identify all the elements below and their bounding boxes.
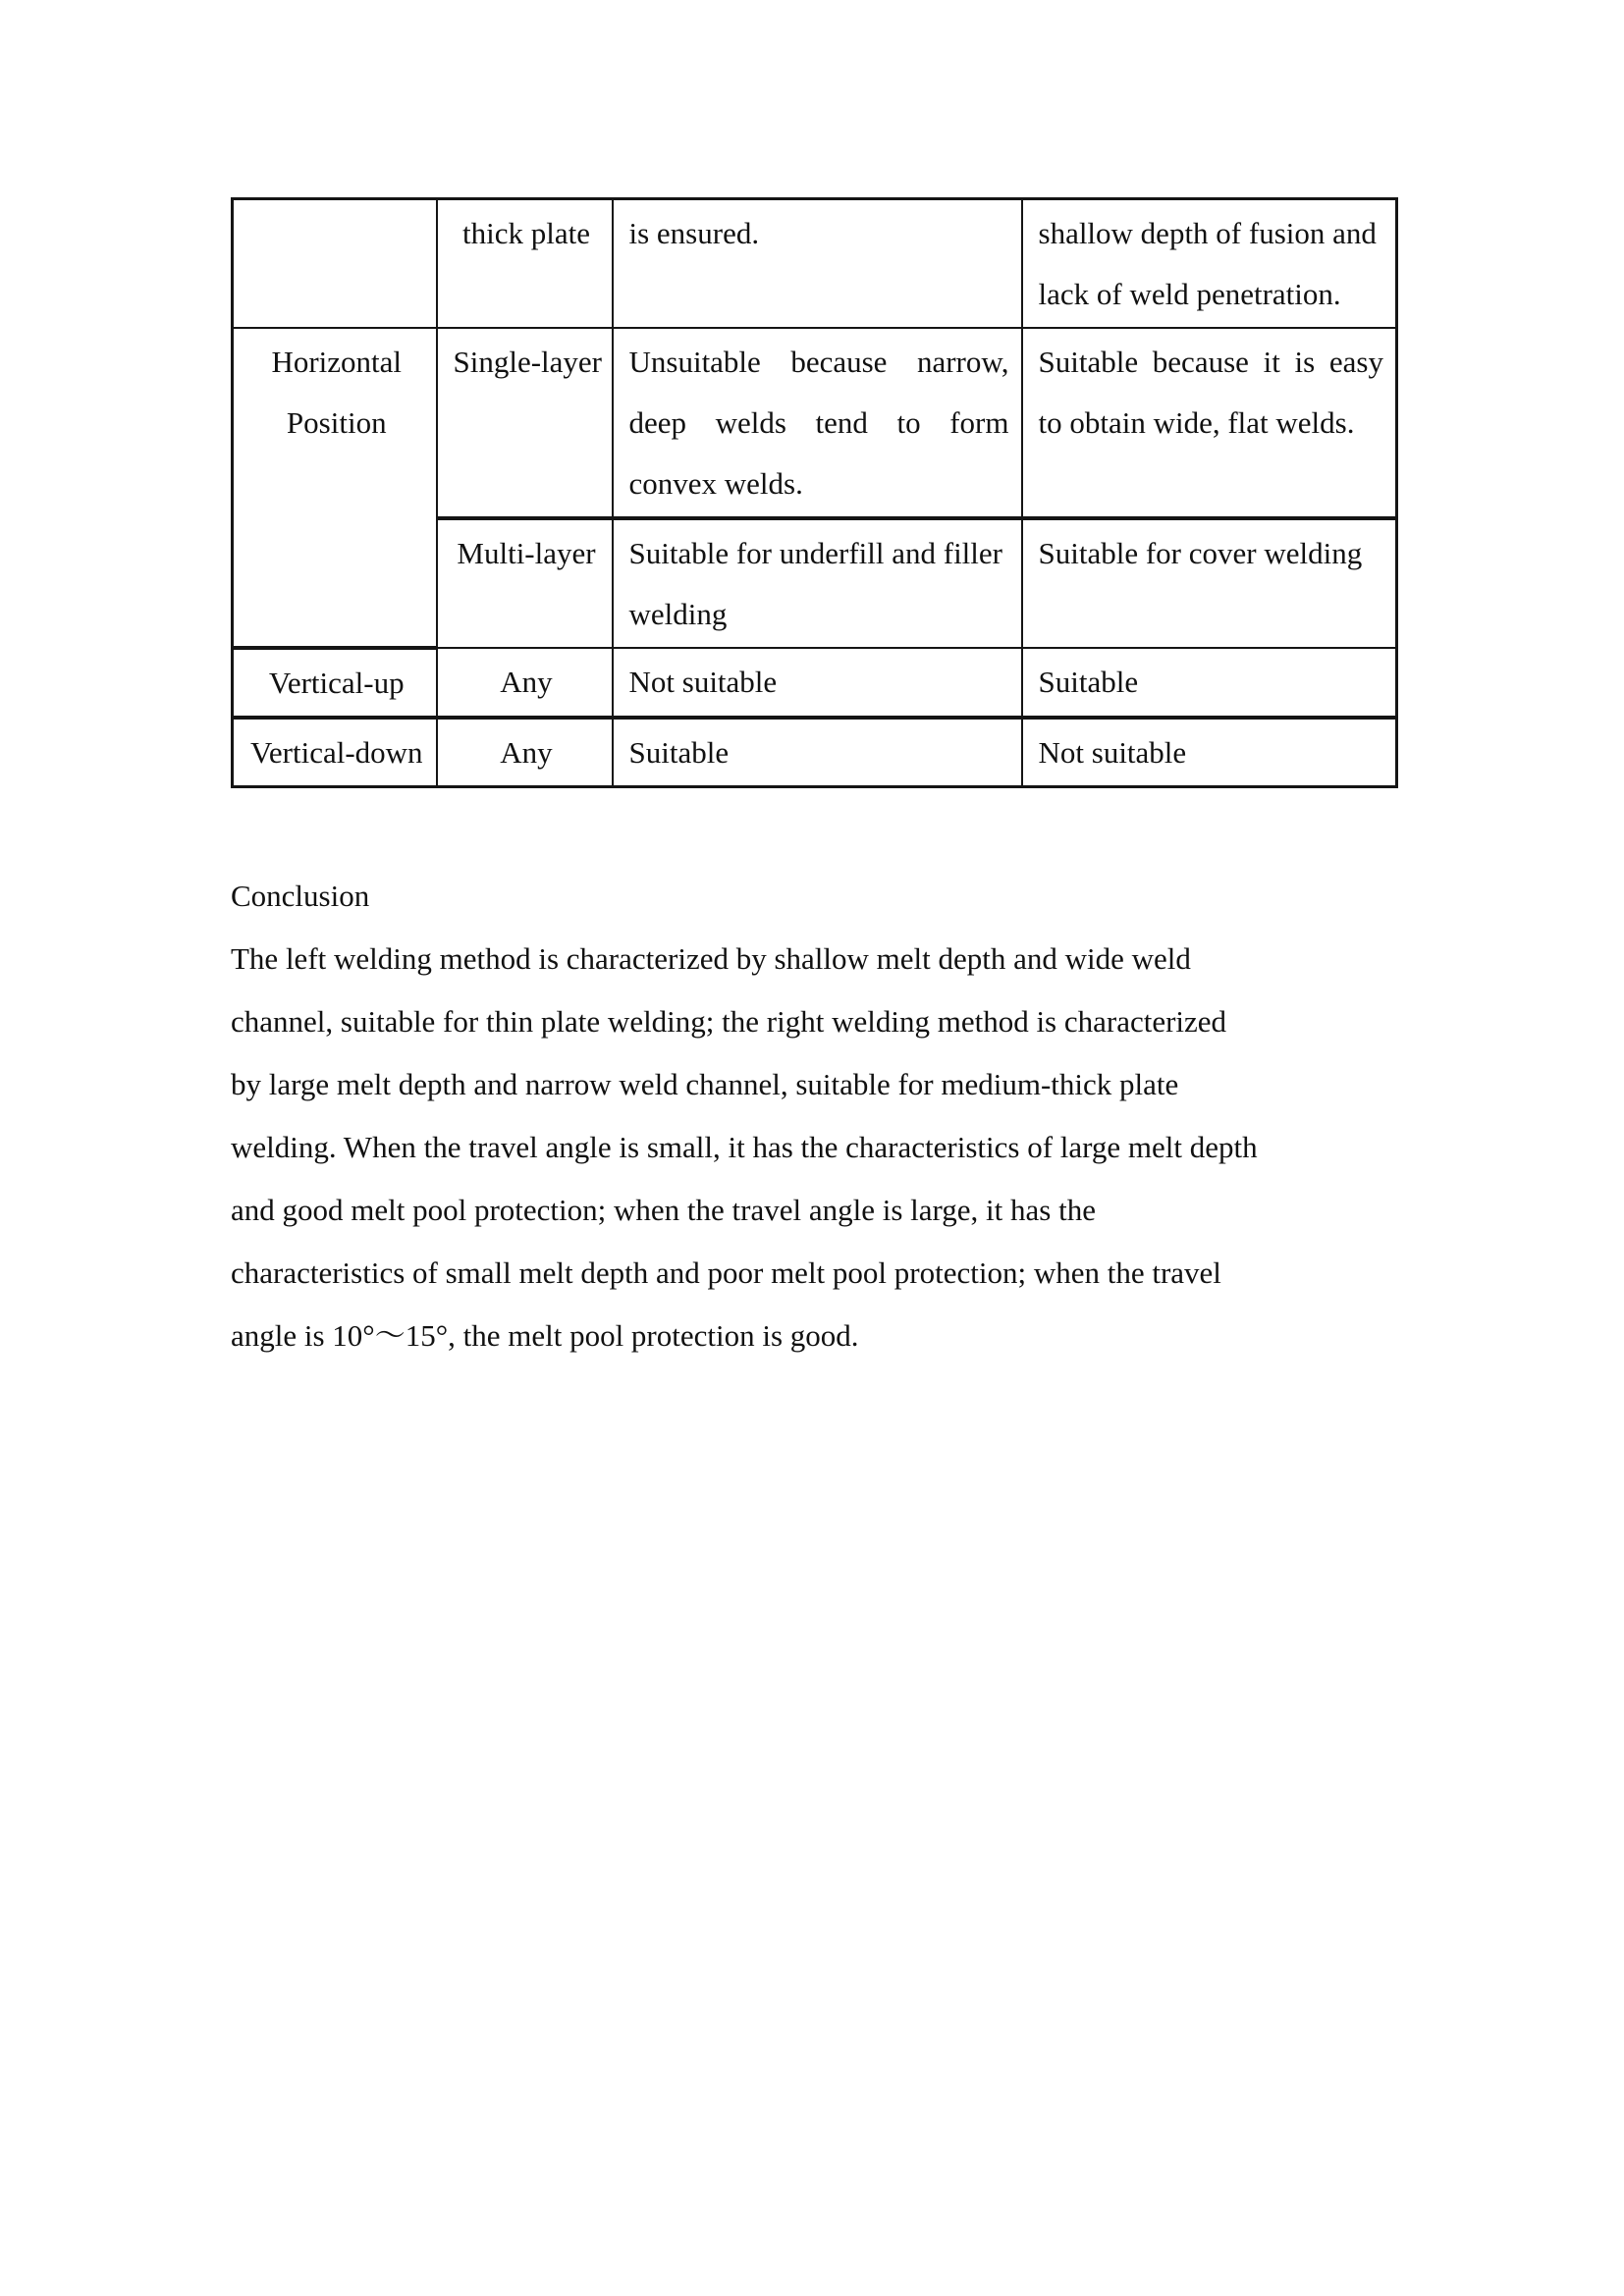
- cell-line: Any: [500, 735, 553, 770]
- conclusion-line: The left welding method is characterized by shallow melt depth and wide weld: [231, 941, 1191, 976]
- table-row-vertical-down: [233, 718, 1397, 787]
- cell-vertical-up: [233, 648, 437, 718]
- conclusion-line: characteristics of small melt depth and poor melt pool protection; when the travel: [231, 1255, 1221, 1290]
- cell-vertical-down: [233, 718, 437, 787]
- cell-line: Position: [286, 405, 387, 440]
- cell-horizontal-position: [233, 328, 437, 648]
- cell-line: Suitable for underfill and filler: [628, 536, 1002, 570]
- cell-line: Horizontal: [271, 345, 403, 379]
- conclusion-section: [231, 865, 1395, 1367]
- cell-line: Any: [500, 665, 553, 699]
- cell-unsuitable-narrow: [613, 328, 1022, 518]
- cell-not-suitable-vertical-down: [1022, 718, 1397, 787]
- cell-line: convex welds.: [628, 466, 803, 501]
- cell-blank: [233, 199, 437, 329]
- cell-suitable-cover: [1022, 518, 1397, 648]
- cell-line: lack of weld penetration.: [1038, 277, 1341, 311]
- welding-positions-table: [231, 197, 1398, 788]
- conclusion-line: by large melt depth and narrow weld channel, suitable for medium-thick plate: [231, 1067, 1179, 1101]
- cell-line: Multi-layer: [457, 536, 596, 570]
- conclusion-heading: Conclusion: [231, 879, 370, 913]
- cell-single-layer: [437, 328, 613, 518]
- cell-line: Vertical-down: [249, 735, 423, 770]
- cell-is-ensured: [613, 199, 1022, 329]
- cell-any-vertical-up: [437, 648, 613, 718]
- cell-suitable-easy: [1022, 328, 1397, 518]
- cell-line: to obtain wide, flat welds.: [1038, 405, 1355, 440]
- cell-shallow-depth: [1022, 199, 1397, 329]
- cell-multi-layer: [437, 518, 613, 648]
- cell-suitable-underfill: [613, 518, 1022, 648]
- table-row-single-layer: [233, 328, 1397, 518]
- conclusion-line: and good melt pool protection; when the travel angle is large, it has the: [231, 1193, 1096, 1227]
- cell-line: Suitable: [1038, 665, 1139, 699]
- cell-line: Suitable because it is easy: [1038, 345, 1383, 379]
- cell-suitable-vertical-down: [613, 718, 1022, 787]
- conclusion-line: channel, suitable for thin plate welding; the right welding method is characterized: [231, 1004, 1227, 1039]
- cell-line: thick plate: [462, 216, 590, 250]
- cell-line: Suitable: [628, 735, 730, 770]
- cell-thick-plate: [437, 199, 613, 329]
- table-row-vertical-up: [233, 648, 1397, 718]
- cell-line: Unsuitable because narrow,: [628, 345, 1009, 379]
- cell-line: deep welds tend to form: [628, 405, 1009, 440]
- cell-not-suitable-vertical-up: [613, 648, 1022, 718]
- cell-line: Not suitable: [1038, 735, 1187, 770]
- cell-line: Vertical-up: [268, 666, 405, 700]
- table-row-thick-plate: [233, 199, 1397, 329]
- cell-line: Not suitable: [628, 665, 778, 699]
- conclusion-line: welding. When the travel angle is small, it has the characteristics of large melt depth: [231, 1130, 1258, 1164]
- conclusion-paragraph: [231, 928, 1395, 1367]
- cell-line: Single-layer: [453, 345, 603, 379]
- cell-line: Suitable for cover welding: [1038, 536, 1363, 570]
- cell-suitable-vertical-up: [1022, 648, 1397, 718]
- cell-line: is ensured.: [628, 216, 760, 250]
- conclusion-line: angle is 10°～15°, the melt pool protection is good.: [231, 1318, 859, 1353]
- cell-any-vertical-down: [437, 718, 613, 787]
- cell-line: shallow depth of fusion and: [1038, 216, 1377, 250]
- cell-line: welding: [628, 597, 728, 631]
- page-content: [231, 197, 1395, 1367]
